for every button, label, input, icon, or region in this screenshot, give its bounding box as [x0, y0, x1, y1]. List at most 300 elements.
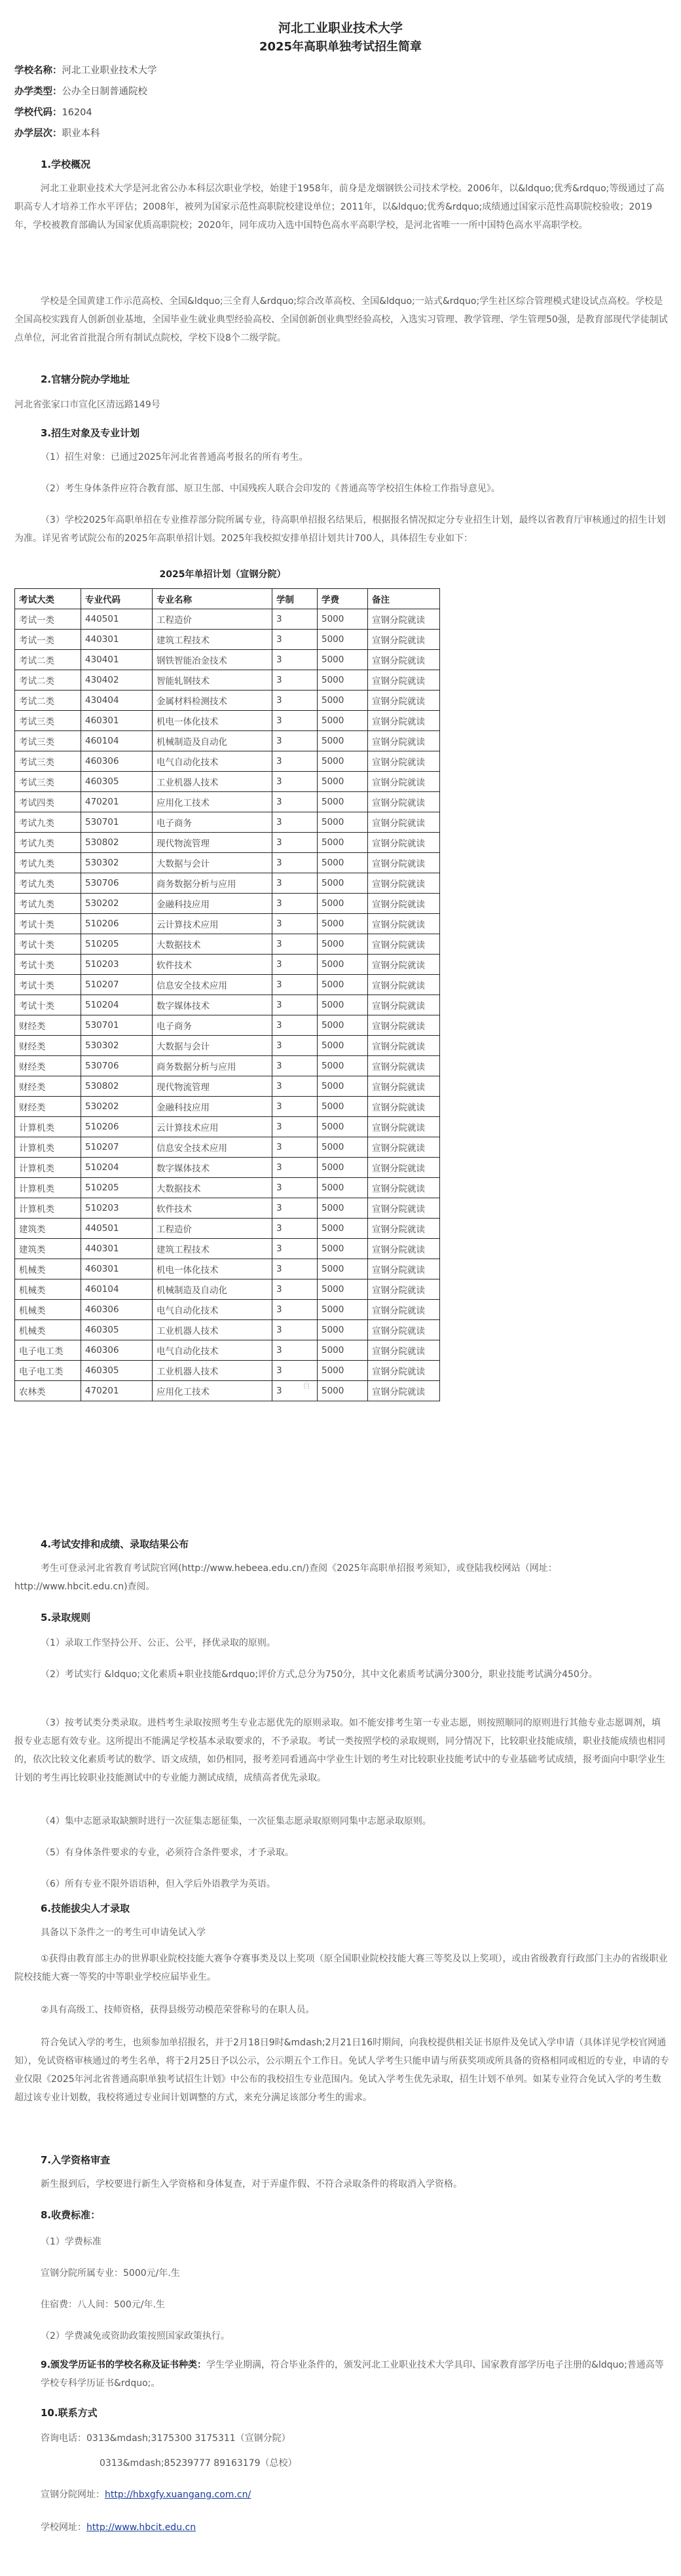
cell-major: 建筑工程技术 [153, 1239, 272, 1259]
table-row [15, 691, 440, 711]
cell-category: 建筑类 [15, 1239, 81, 1259]
cell-major: 数字媒体技术 [153, 1158, 272, 1178]
cell-major: 软件技术 [153, 955, 272, 975]
info-row-level: 办学层次：职业本科 [14, 128, 100, 139]
cell-category: 考试十类 [15, 914, 81, 934]
overview-paragraph-1: 河北工业职业技术大学是河北省公办本科层次职业学校，始建于1958年，前身是龙烟钢铁公司技术学校。2006年，以&ldquo;优秀&rdquo;等级通过了高职高专人才培养工作水平评估；2008年，被列为国家示范性高职院校建设单位；2011年，以&ldquo;优秀&rdquo;成绩通过国家示范性高职院校验收；2019年，学校被教育部确认为国家优质高职院校；2020年，同年成功入选中国特色高水平高职学校，是河北省唯一一所中国特色高水平高职学校。 [14, 183, 665, 231]
cell-tuition: 5000 [318, 1076, 368, 1097]
cell-remark: 宣钢分院就读 [368, 1300, 440, 1320]
cell-duration: 3 [272, 630, 318, 650]
cell-code: 510204 [81, 1158, 153, 1178]
exam-paragraph: 考生可登录河北省教育考试院官网(http://www.hebeea.edu.cn/)查阅《2025年高职单招报考须知》，或登陆我校网站（网址：http://www.hbcit.edu.cn)查阅。 [14, 1563, 557, 1592]
cell-major: 大数据与会计 [153, 1036, 272, 1056]
cell-code: 440301 [81, 1239, 153, 1259]
cell-major: 钢铁智能冶金技术 [153, 650, 272, 670]
cell-category: 机械类 [15, 1259, 81, 1279]
cell-remark: 宣钢分院就读 [368, 691, 440, 711]
cell-major: 商务数据分析与应用 [153, 873, 272, 894]
enrollment-plan: （3）学校2025年高职单招在专业推荐部分院所属专业，待高职单招报名结果后，根据报名情况拟定分专业招生计划，最终以省教育厅审核通过的招生计划为准。详见省考试院公布的2025年高职单招计划。2025年我校拟安排单招计划共计700人，具体招生专业如下： [14, 515, 666, 544]
cell-code: 430404 [81, 691, 153, 711]
table-row [15, 873, 440, 894]
cell-tuition: 5000 [318, 772, 368, 792]
cell-duration: 3 [272, 1219, 318, 1239]
table-row [15, 1320, 440, 1340]
table-row [15, 1381, 440, 1401]
cell-remark: 宣钢分院就读 [368, 1381, 440, 1401]
header-category: 考试大类 [15, 589, 81, 609]
cell-tuition: 5000 [318, 1178, 368, 1198]
cell-category: 电子电工类 [15, 1361, 81, 1381]
cell-tuition: 5000 [318, 1015, 368, 1036]
phone-branch: 0313&mdash;3175300 3175311（宣钢分院） [86, 2433, 291, 2444]
table-row [15, 792, 440, 812]
cell-category: 考试九类 [15, 833, 81, 853]
table-row [15, 609, 440, 630]
cell-category: 计算机类 [15, 1198, 81, 1219]
section-heading-verification: 7.入学资格审查 [41, 2154, 111, 2166]
cell-remark: 宣钢分院就读 [368, 711, 440, 731]
cell-duration: 3 [272, 1300, 318, 1320]
cell-tuition: 5000 [318, 751, 368, 772]
fee-item-2: 宣钢分院所属专业：5000元/年.生 [41, 2268, 180, 2279]
table-caption: 2025年单招计划（宣钢分院） [159, 569, 286, 580]
cell-remark: 宣钢分院就读 [368, 873, 440, 894]
cell-category: 考试二类 [15, 650, 81, 670]
section-heading-overview: 1.学校概况 [41, 159, 91, 170]
table-row [15, 1259, 440, 1279]
section-heading-exam: 4.考试安排和成绩、录取结果公布 [41, 1538, 189, 1550]
table-row [15, 934, 440, 955]
cell-major: 应用化工技术 [153, 1381, 272, 1401]
cell-duration: 3 [272, 894, 318, 914]
cell-tuition: 5000 [318, 873, 368, 894]
cell-major: 电子商务 [153, 812, 272, 833]
cell-duration: 3 [272, 1361, 318, 1381]
cell-category: 考试十类 [15, 975, 81, 995]
cell-remark: 宣钢分院就读 [368, 1361, 440, 1381]
cell-remark: 宣钢分院就读 [368, 955, 440, 975]
cell-category: 财经类 [15, 1036, 81, 1056]
table-row [15, 1361, 440, 1381]
cell-code: 530802 [81, 833, 153, 853]
cell-code: 530701 [81, 1015, 153, 1036]
cell-duration: 3 [272, 1239, 318, 1259]
cell-major: 电子商务 [153, 1015, 272, 1036]
cell-remark: 宣钢分院就读 [368, 853, 440, 873]
table-row [15, 914, 440, 934]
cell-tuition: 5000 [318, 1340, 368, 1361]
cell-code: 510206 [81, 914, 153, 934]
cell-remark: 宣钢分院就读 [368, 751, 440, 772]
fee-item-3: 住宿费：八人间：500元/年.生 [41, 2300, 165, 2310]
cell-major: 机械制造及自动化 [153, 1279, 272, 1300]
cell-remark: 宣钢分院就读 [368, 1117, 440, 1137]
cell-code: 530202 [81, 894, 153, 914]
cell-major: 工业机器人技术 [153, 1320, 272, 1340]
cell-category: 计算机类 [15, 1158, 81, 1178]
rule-5: （5）有身体条件要求的专业，必须符合条件要求，才予录取。 [41, 1847, 294, 1858]
cell-major: 云计算技术应用 [153, 1117, 272, 1137]
cell-category: 考试二类 [15, 670, 81, 691]
table-row [15, 1137, 440, 1158]
cell-tuition: 5000 [318, 1381, 368, 1401]
branch-site-label: 宣钢分院网址： [41, 2490, 105, 2500]
cell-major: 云计算技术应用 [153, 914, 272, 934]
cell-category: 计算机类 [15, 1117, 81, 1137]
talent-condition-1: ①获得由教育部主办的世界职业院校技能大赛争夺赛事类及以上奖项（原全国职业院校技能大赛三等奖及以上奖项），或由省级教育行政部门主办的省级职业院校技能大赛一等奖的中等职业学校应届毕业生。 [14, 1954, 668, 1982]
cell-remark: 宣钢分院就读 [368, 772, 440, 792]
cell-category: 考试四类 [15, 792, 81, 812]
cell-tuition: 5000 [318, 955, 368, 975]
certificate-section [41, 2356, 669, 2393]
table-row [15, 1340, 440, 1361]
cell-duration: 3 [272, 1320, 318, 1340]
cell-major: 商务数据分析与应用 [153, 1056, 272, 1076]
talent-condition-2: ②具有高级工、技师资格，获得县级劳动模范荣誉称号的在职人员。 [41, 2005, 315, 2015]
section-heading-contact: 10.联系方式 [41, 2407, 98, 2419]
table-row [15, 975, 440, 995]
school-site-label: 学校网址： [41, 2522, 86, 2533]
cell-code: 460306 [81, 751, 153, 772]
rule-3: （3）按考试类分类录取。进档考生录取按照考生专业志愿优先的原则录取。如不能安排考生第一专业志愿，则按照顺同的原则进行其他专业志愿调剂，填报专业志愿有效专业。这所提出不能满足学校基本录取要求的，不予录取。考试一类按照学校的录取规则，同分情况下，比较职业技能成绩，职业技能成绩也相同的，依次比较文化素质考试的数学、语文成绩，如仍相同，报考差同看通高中学业生计划的考生对比较职业技能考试中的专业基础考试成绩，报考面向中职学业生计划的考生再比较职业技能测试中的专业能力测试成绩，成绩高者优先录取。 [14, 1718, 665, 1783]
cell-major: 工业机器人技术 [153, 1361, 272, 1381]
header-remark: 备注 [368, 589, 440, 609]
cell-category: 考试三类 [15, 772, 81, 792]
table-header-row [15, 589, 440, 609]
contact-phone-1 [41, 2428, 291, 2449]
cell-code: 460305 [81, 772, 153, 792]
cell-code: 460306 [81, 1340, 153, 1361]
cell-code: 460301 [81, 1259, 153, 1279]
cell-tuition: 5000 [318, 711, 368, 731]
rule-1: （1）录取工作坚持公开、公正、公平，择优录取的原则。 [41, 1638, 276, 1648]
talent-procedure: 符合免试入学的考生，也须参加单招报名，并于2月18日9时&mdash;2月21日16时期间，向我校提供相关证书原件及免试入学申请（具体详见学校官网通知），免试资格审核通过的考生名单，将于2月25日予以公示，公示期五个工作日。免试人学考生只能申请与所获奖项或所具备的资格相同或相近的专业，申请的专业仅限《2025年河北省普通高职单独考试招生计划》中公布的我校招生专业范围内。免试入学考生优先录取，招生计划不单列。如某专业符合免试入学的考生数超过该专业计划数，我校将通过专业间计划调整的方式，来充分满足该部分考生的需求。 [14, 2037, 669, 2103]
header-code: 专业代码 [81, 589, 153, 609]
document-header [0, 18, 681, 56]
contact-branch-site [41, 2484, 251, 2505]
cell-duration: 3 [272, 1158, 318, 1178]
school-info [14, 60, 157, 144]
cell-duration: 3 [272, 670, 318, 691]
cell-category: 考试一类 [15, 609, 81, 630]
cell-tuition: 5000 [318, 650, 368, 670]
cell-tuition: 5000 [318, 1198, 368, 1219]
cell-category: 财经类 [15, 1076, 81, 1097]
table-row [15, 751, 440, 772]
cell-duration: 3 [272, 1198, 318, 1219]
cell-remark: 宣钢分院就读 [368, 1239, 440, 1259]
cell-code: 530302 [81, 1036, 153, 1056]
cell-category: 考试三类 [15, 731, 81, 751]
cell-category: 考试九类 [15, 812, 81, 833]
table-row [15, 1015, 440, 1036]
cell-tuition: 5000 [318, 934, 368, 955]
cell-code: 510207 [81, 1137, 153, 1158]
cell-tuition: 5000 [318, 1259, 368, 1279]
cell-category: 考试十类 [15, 995, 81, 1015]
cell-duration: 3 [272, 772, 318, 792]
cell-duration: 3 [272, 975, 318, 995]
cell-code: 530202 [81, 1097, 153, 1117]
cell-major: 数字媒体技术 [153, 995, 272, 1015]
cell-major: 工程造价 [153, 1219, 272, 1239]
school-site-link[interactable]: http://www.hbcit.edu.cn [86, 2522, 196, 2533]
cell-major: 大数据技术 [153, 1178, 272, 1198]
cell-category: 机械类 [15, 1279, 81, 1300]
header-duration: 学制 [272, 589, 318, 609]
cell-tuition: 5000 [318, 975, 368, 995]
cell-duration: 3 [272, 995, 318, 1015]
cell-major: 智能轧钢技术 [153, 670, 272, 691]
cell-tuition: 5000 [318, 792, 368, 812]
enrollment-health: （2）考生身体条件应符合教育部、原卫生部、中国残疾人联合会印发的《普通高等学校招生体检工作指导意见》。 [41, 483, 500, 494]
cell-code: 530302 [81, 853, 153, 873]
cell-code: 460305 [81, 1361, 153, 1381]
cell-duration: 3 [272, 1340, 318, 1361]
cell-remark: 宣钢分院就读 [368, 1097, 440, 1117]
cell-category: 财经类 [15, 1097, 81, 1117]
address-text: 河北省张家口市宣化区清远路149号 [14, 400, 160, 410]
cell-category: 考试九类 [15, 873, 81, 894]
header-tuition: 学费 [318, 589, 368, 609]
cell-code: 510205 [81, 1178, 153, 1198]
rule-4: （4）集中志愿录取缺额时进行一次征集志愿征集，一次征集志愿录取原则同集中志愿录取原则。 [41, 1816, 432, 1827]
cell-major: 电气自动化技术 [153, 1300, 272, 1320]
branch-site-link[interactable]: http://hbxgfy.xuangang.com.cn/ [105, 2490, 251, 2500]
table-row [15, 711, 440, 731]
cell-tuition: 5000 [318, 1056, 368, 1076]
cell-category: 考试九类 [15, 894, 81, 914]
cell-category: 机械类 [15, 1300, 81, 1320]
cell-category: 考试二类 [15, 691, 81, 711]
cell-duration: 3 [272, 833, 318, 853]
cell-duration: 3 [272, 1137, 318, 1158]
contact-school-site [41, 2517, 196, 2538]
cell-major: 信息安全技术应用 [153, 1137, 272, 1158]
table-row [15, 1300, 440, 1320]
cell-remark: 宣钢分院就读 [368, 609, 440, 630]
cell-code: 470201 [81, 792, 153, 812]
table-row [15, 1219, 440, 1239]
overview-paragraph-2: 学校是全国黄建工作示范高校、全国&ldquo;三全育人&rdquo;综合改革高校、全国&ldquo;一站式&rdquo;学生社区综合管理模式建设试点高校。学校是全国高校实践育人创新创业基地，全国毕业生就业典型经验高校、全国创新创业典型经验高校，入选实习管理、教学管理、学生管理50强，是教育部现代学徒制试点单位，河北省首批混合所有制试点院校，学校下设8个二级学院。 [14, 296, 668, 343]
cell-tuition: 5000 [318, 833, 368, 853]
cell-duration: 3 [272, 812, 318, 833]
cell-duration: 3 [272, 1117, 318, 1137]
cell-remark: 宣钢分院就读 [368, 1076, 440, 1097]
cell-tuition: 5000 [318, 894, 368, 914]
rule-6: （6）所有专业不限外语语种，但入学后外语教学为英语。 [41, 1879, 276, 1889]
cell-remark: 宣钢分院就读 [368, 1320, 440, 1340]
cell-code: 440301 [81, 630, 153, 650]
cell-major: 机电一体化技术 [153, 711, 272, 731]
cell-remark: 宣钢分院就读 [368, 1178, 440, 1198]
table-row [15, 995, 440, 1015]
watermark-text: 自 [303, 1381, 311, 1390]
cell-major: 软件技术 [153, 1198, 272, 1219]
table-row [15, 1097, 440, 1117]
cell-category: 考试三类 [15, 751, 81, 772]
cell-major: 金属材料检测技术 [153, 691, 272, 711]
cell-remark: 宣钢分院就读 [368, 1198, 440, 1219]
table-row [15, 731, 440, 751]
cell-major: 信息安全技术应用 [153, 975, 272, 995]
cell-code: 460104 [81, 731, 153, 751]
table-row [15, 1076, 440, 1097]
cell-duration: 3 [272, 1015, 318, 1036]
header-major: 专业名称 [153, 589, 272, 609]
cell-code: 530706 [81, 873, 153, 894]
cell-duration: 3 [272, 1178, 318, 1198]
cell-category: 计算机类 [15, 1137, 81, 1158]
cell-tuition: 5000 [318, 731, 368, 751]
rule-2: （2）考试实行 &ldquo;文化素质+职业技能&rdquo;评价方式,总分为750分，其中文化素质考试满分300分，职业技能考试满分450分。 [41, 1669, 598, 1680]
cell-code: 530706 [81, 1056, 153, 1076]
fee-item-1: （1）学费标准 [41, 2237, 101, 2247]
cell-category: 考试十类 [15, 955, 81, 975]
cell-duration: 3 [272, 1097, 318, 1117]
table-body [15, 609, 440, 1401]
cell-major: 现代物流管理 [153, 1076, 272, 1097]
table-row [15, 772, 440, 792]
cell-major: 机械制造及自动化 [153, 731, 272, 751]
cell-tuition: 5000 [318, 1279, 368, 1300]
table-row [15, 853, 440, 873]
cell-remark: 宣钢分院就读 [368, 894, 440, 914]
cell-tuition: 5000 [318, 914, 368, 934]
cell-code: 510204 [81, 995, 153, 1015]
certificate-text: 学生学业期满，符合毕业条件的，颁发河北工业职业技术大学具印、国家教育部学历电子注册的&ldquo;普通高等学校专科学历证书&rdquo;。 [41, 2360, 664, 2389]
cell-duration: 3 [272, 731, 318, 751]
brochure-title: 2025年高职单独考试招生简章 [259, 40, 422, 54]
cell-code: 460305 [81, 1320, 153, 1340]
cell-major: 应用化工技术 [153, 792, 272, 812]
cell-duration: 3 [272, 1076, 318, 1097]
cell-duration: 3 [272, 711, 318, 731]
cell-code: 510203 [81, 955, 153, 975]
cell-duration: 3 [272, 1036, 318, 1056]
cell-remark: 宣钢分院就读 [368, 1279, 440, 1300]
cell-tuition: 5000 [318, 812, 368, 833]
cell-duration: 3 [272, 1381, 318, 1401]
table-row [15, 1239, 440, 1259]
cell-major: 建筑工程技术 [153, 630, 272, 650]
cell-remark: 宣钢分院就读 [368, 995, 440, 1015]
cell-tuition: 5000 [318, 630, 368, 650]
cell-duration: 3 [272, 1056, 318, 1076]
cell-remark: 宣钢分院就读 [368, 650, 440, 670]
cell-major: 工业机器人技术 [153, 772, 272, 792]
table-row [15, 670, 440, 691]
cell-tuition: 5000 [318, 1158, 368, 1178]
cell-tuition: 5000 [318, 1239, 368, 1259]
enrollment-plan-table [14, 588, 440, 1401]
cell-major: 工程造价 [153, 609, 272, 630]
cell-major: 金融科技应用 [153, 1097, 272, 1117]
cell-duration: 3 [272, 934, 318, 955]
table-row [15, 1056, 440, 1076]
cell-major: 现代物流管理 [153, 833, 272, 853]
cell-tuition: 5000 [318, 1036, 368, 1056]
cell-duration: 3 [272, 1279, 318, 1300]
cell-remark: 宣钢分院就读 [368, 1036, 440, 1056]
cell-duration: 3 [272, 853, 318, 873]
cell-code: 470201 [81, 1381, 153, 1401]
cell-remark: 宣钢分院就读 [368, 833, 440, 853]
cell-remark: 宣钢分院就读 [368, 975, 440, 995]
cell-code: 510205 [81, 934, 153, 955]
cell-tuition: 5000 [318, 609, 368, 630]
cell-major: 机电一体化技术 [153, 1259, 272, 1279]
section-heading-fees: 8.收费标准： [41, 2209, 101, 2221]
section-heading-enrollment: 3.招生对象及专业计划 [41, 427, 140, 439]
table-row [15, 1036, 440, 1056]
section-heading-admission-rules: 5.录取规则 [41, 1612, 91, 1623]
enrollment-target: （1）招生对象：已通过2025年河北省普通高考报名的所有考生。 [41, 452, 308, 463]
cell-duration: 3 [272, 792, 318, 812]
cell-tuition: 5000 [318, 670, 368, 691]
table-row [15, 812, 440, 833]
talent-intro: 具备以下条件之一的考生可申请免试入学 [41, 1927, 206, 1938]
table-row [15, 1158, 440, 1178]
cell-code: 510206 [81, 1117, 153, 1137]
cell-tuition: 5000 [318, 1097, 368, 1117]
cell-major: 大数据技术 [153, 934, 272, 955]
cell-remark: 宣钢分院就读 [368, 792, 440, 812]
cell-duration: 3 [272, 650, 318, 670]
info-row-code: 学校代码：16204 [14, 107, 92, 118]
cell-category: 考试十类 [15, 934, 81, 955]
cell-major: 大数据与会计 [153, 853, 272, 873]
section-heading-talent: 6.技能拔尖人才录取 [41, 1903, 130, 1914]
cell-code: 440501 [81, 609, 153, 630]
section-heading-certificate: 9.颁发学历证书的学校名称及证书种类： [41, 2360, 207, 2370]
table-row [15, 1117, 440, 1137]
cell-remark: 宣钢分院就读 [368, 1015, 440, 1036]
cell-remark: 宣钢分院就读 [368, 934, 440, 955]
cell-remark: 宣钢分院就读 [368, 1158, 440, 1178]
cell-code: 430401 [81, 650, 153, 670]
cell-tuition: 5000 [318, 995, 368, 1015]
cell-duration: 3 [272, 691, 318, 711]
cell-category: 农林类 [15, 1381, 81, 1401]
table-row [15, 630, 440, 650]
contact-phone-2: 0313&mdash;85239777 89163179（总校） [100, 2458, 297, 2469]
cell-tuition: 5000 [318, 853, 368, 873]
cell-category: 财经类 [15, 1056, 81, 1076]
cell-category: 财经类 [15, 1015, 81, 1036]
cell-remark: 宣钢分院就读 [368, 1259, 440, 1279]
table-row [15, 1279, 440, 1300]
cell-tuition: 5000 [318, 1117, 368, 1137]
cell-code: 430402 [81, 670, 153, 691]
table-row [15, 650, 440, 670]
cell-remark: 宣钢分院就读 [368, 630, 440, 650]
school-title: 河北工业职业技术大学 [278, 21, 403, 35]
cell-code: 530802 [81, 1076, 153, 1097]
cell-major: 电气自动化技术 [153, 1340, 272, 1361]
table-row [15, 955, 440, 975]
cell-tuition: 5000 [318, 1219, 368, 1239]
cell-duration: 3 [272, 751, 318, 772]
verification-text: 新生报到后，学校要进行新生入学资格和身体复查，对于弄虚作假、不符合录取条件的将取消入学资格。 [41, 2179, 462, 2189]
cell-code: 530701 [81, 812, 153, 833]
table-row [15, 833, 440, 853]
cell-category: 建筑类 [15, 1219, 81, 1239]
section-heading-address: 2.官辖分院办学地址 [41, 373, 130, 385]
cell-tuition: 5000 [318, 691, 368, 711]
cell-category: 考试九类 [15, 853, 81, 873]
cell-remark: 宣钢分院就读 [368, 914, 440, 934]
